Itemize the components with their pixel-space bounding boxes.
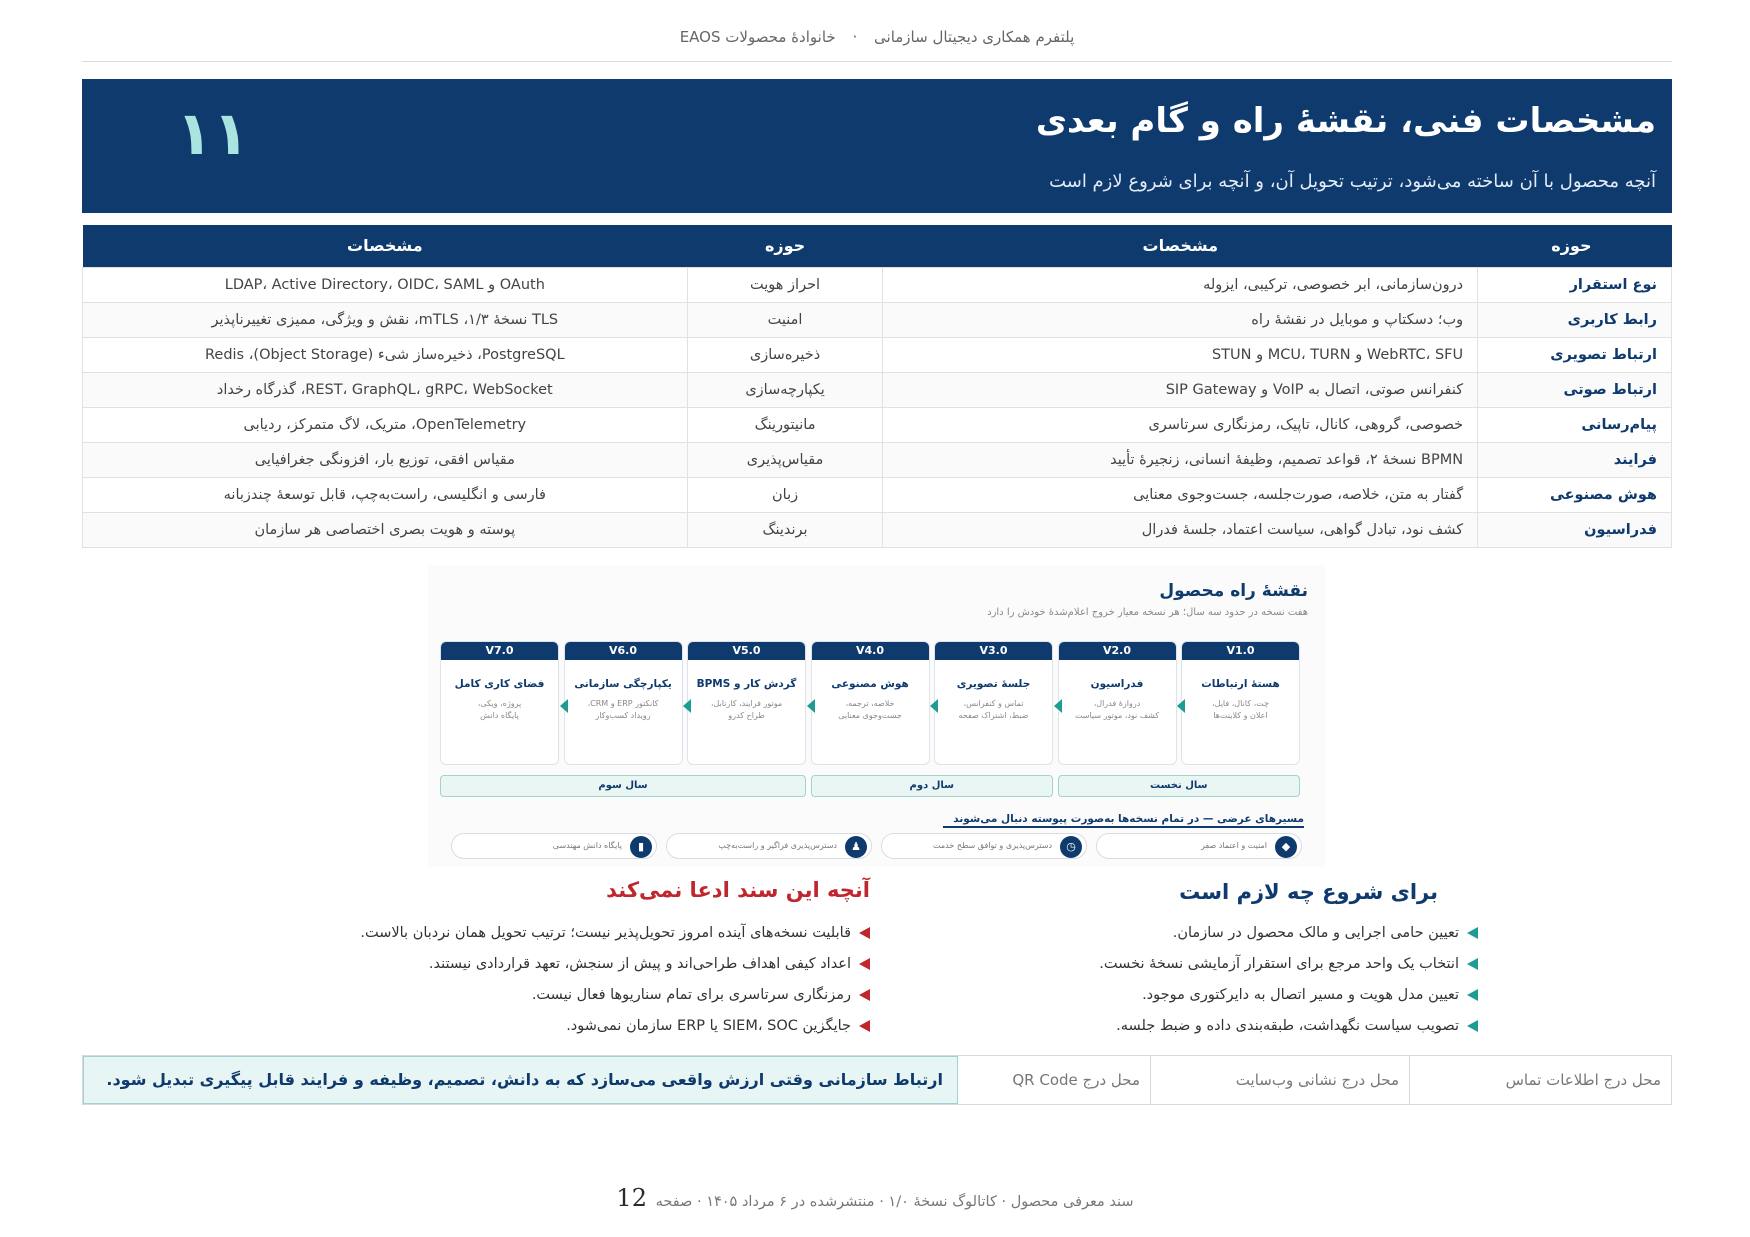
list-item — [1099, 1011, 1478, 1042]
version-name: فضای کاری کامل — [454, 678, 545, 690]
roadmap-subtitle: هفت نسخه در حدود سه سال؛ هر نسخه معیار خروج اعلام‌شدهٔ خودش را دارد — [987, 607, 1308, 618]
track-label: امنیت و اعتماد صفر — [1201, 841, 1267, 850]
row-spec: کنفرانس صوتی، اتصال به VoIP و SIP Gateway — [883, 372, 1478, 407]
row-area: ارتباط صوتی — [1478, 372, 1672, 407]
version-desc-line: تماس و کنفرانس، — [963, 699, 1024, 708]
flow-arrow-icon — [807, 699, 815, 713]
row-spec: خصوصی، گروهی، کانال، تاپیک، رمزنگاری سرتاسری — [883, 407, 1478, 442]
footer-catalog: کاتالوگ نسخهٔ ۱/۰ — [888, 1194, 997, 1210]
version-card — [1181, 641, 1300, 765]
track-icon: ▮ — [630, 836, 652, 858]
contact-row — [82, 1055, 1672, 1105]
cross-track — [881, 833, 1087, 859]
table-row — [83, 512, 1672, 547]
list-item-text: تعیین حامی اجرایی و مالک محصول در سازمان. — [1172, 925, 1459, 941]
year-band: سال سوم — [440, 775, 806, 797]
version-tag: V5.0 — [688, 642, 805, 660]
version-desc-line: ضبط، اشتراک صفحه — [958, 711, 1029, 720]
version-name: جلسهٔ تصویری — [956, 678, 1031, 690]
cross-track — [451, 833, 657, 859]
tagline: ارتباط سازمانی وقتی ارزش واقعی می‌سازد که به دانش، تصمیم، وظیفه و فرایند قابل پیگیری تبدیل شود. — [83, 1056, 958, 1104]
year-band: سال نخست — [1058, 775, 1301, 797]
list-item-text: رمزنگاری سرتاسری برای تمام سناریوها فعال نیست. — [531, 987, 851, 1003]
track-icon: ◆ — [1275, 836, 1297, 858]
footer-sep-3: · — [696, 1194, 702, 1210]
version-tag: V4.0 — [812, 642, 929, 660]
row-area-2: مقیاس‌پذیری — [687, 442, 883, 477]
list-item-text: قابلیت نسخه‌های آینده امروز تحویل‌پذیر نیست؛ ترتیب تحویل همان نردبان بالاست. — [360, 925, 851, 941]
row-area: نوع استقرار — [1478, 267, 1672, 302]
version-desc — [812, 698, 929, 722]
version-tag: V6.0 — [565, 642, 682, 660]
row-spec-2: PostgreSQL، ذخیره‌ساز شیء (Object Storage)، Redis — [83, 337, 688, 372]
track-icon: ◷ — [1060, 836, 1082, 858]
version-tag: V1.0 — [1182, 642, 1299, 660]
year-band: سال دوم — [811, 775, 1054, 797]
version-desc-line: پروژه، ویکی، — [477, 699, 522, 708]
col-header-spec-2: مشخصات — [83, 225, 688, 267]
row-area-2: امنیت — [687, 302, 883, 337]
flow-arrow-icon — [1177, 699, 1185, 713]
page-subtitle: آنچه محصول با آن ساخته می‌شود، ترتیب تحویل آن، و آنچه برای شروع لازم است — [1049, 171, 1656, 192]
table-row — [83, 442, 1672, 477]
row-spec: BPMN نسخهٔ ۲، قواعد تصمیم، وظیفهٔ انسانی، زنجیرهٔ تأیید — [883, 442, 1478, 477]
footer-sep-2: · — [879, 1194, 884, 1210]
version-name: یکپارچگی سازمانی — [574, 678, 672, 690]
version-desc-line: کانکتور ERP و CRM، — [587, 699, 659, 708]
row-area: فرایند — [1478, 442, 1672, 477]
header-family: خانوادهٔ محصولات EAOS — [679, 28, 836, 46]
version-name: هستهٔ ارتباطات — [1201, 678, 1280, 690]
track-label: دسترس‌پذیری فراگیر و راست‌به‌چپ — [718, 841, 837, 850]
version-desc-line: طراح کدرو — [728, 711, 765, 720]
version-name: گردش کار و BPMS — [696, 678, 797, 690]
flow-arrow-icon — [930, 699, 938, 713]
row-area: هوش مصنوعی — [1478, 477, 1672, 512]
version-desc — [441, 698, 558, 722]
version-name: هوش مصنوعی — [831, 678, 909, 690]
flow-arrow-icon — [560, 699, 568, 713]
col-header-spec: مشخصات — [883, 225, 1478, 267]
version-desc-line: رویداد کسب‌وکار — [595, 711, 651, 720]
row-spec-2: OAuth و LDAP، Active Directory، OIDC، SAML — [83, 267, 688, 302]
table-row — [83, 477, 1672, 512]
track-icon: ♟ — [845, 836, 867, 858]
roadmap-years — [442, 775, 1300, 797]
row-spec: کشف نود، تبادل گواهی، سیاست اعتماد، جلسهٔ فدرال — [883, 512, 1478, 547]
version-desc — [1059, 698, 1176, 722]
table-row — [83, 407, 1672, 442]
website-placeholder: محل درج نشانی وب‌سایت — [1150, 1056, 1409, 1104]
version-card — [687, 641, 806, 765]
row-area-2: یکپارچه‌سازی — [687, 372, 883, 407]
version-tag: V7.0 — [441, 642, 558, 660]
row-spec-2: TLS نسخهٔ ۱/۳، mTLS، نقش و ویژگی، ممیزی تغییرناپذیر — [83, 302, 688, 337]
col-header-area-2: حوزه — [687, 225, 883, 267]
row-area: پیام‌رسانی — [1478, 407, 1672, 442]
table-row — [83, 267, 1672, 302]
row-spec: درون‌سازمانی، ابر خصوصی، ترکیبی، ایزوله — [883, 267, 1478, 302]
list-item — [360, 949, 870, 980]
version-tag: V3.0 — [935, 642, 1052, 660]
list-item-text: اعداد کیفی اهداف طراحی‌اند و پیش از سنجش، تعهد قراردادی نیستند. — [428, 956, 851, 972]
row-spec-2: REST، GraphQL، gRPC، WebSocket، گذرگاه رخداد — [83, 372, 688, 407]
header-platform: پلتفرم همکاری دیجیتال سازمانی — [874, 28, 1075, 46]
footer-sep-1: · — [1001, 1194, 1007, 1210]
row-area-2: ذخیره‌سازی — [687, 337, 883, 372]
row-area-2: برندینگ — [687, 512, 883, 547]
version-desc-line: چت، کانال، فایل، — [1212, 699, 1269, 708]
row-area: فدراسیون — [1478, 512, 1672, 547]
list-item — [360, 1011, 870, 1042]
page-footer — [0, 1184, 1750, 1212]
version-card — [1058, 641, 1177, 765]
flow-arrow-icon — [1054, 699, 1062, 713]
version-desc — [688, 698, 805, 722]
version-desc-line: موتور فرایند، کارتابل، — [710, 699, 783, 708]
track-label: پایگاه دانش مهندسی — [552, 841, 622, 850]
table-row — [83, 372, 1672, 407]
footer-published: منتشرشده در ۶ مرداد ۱۴۰۵ — [706, 1194, 875, 1210]
version-desc-line: پایگاه دانش — [480, 711, 519, 720]
version-desc-line: خلاصه، ترجمه، — [845, 699, 895, 708]
flow-arrow-icon — [683, 699, 691, 713]
page-title: مشخصات فنی، نقشهٔ راه و گام بعدی — [1035, 101, 1656, 141]
bullet-triangle-icon — [1467, 1020, 1478, 1032]
list-item — [1099, 918, 1478, 949]
qr-placeholder: محل درج QR Code — [956, 1056, 1150, 1104]
version-desc-line: کشف نود، موتور سیاست — [1074, 711, 1160, 720]
row-area-2: مانیتورینگ — [687, 407, 883, 442]
chapter-number: ۱۱ — [176, 99, 250, 169]
bullet-triangle-icon — [859, 958, 870, 970]
non-claims-title: آنچه این سند ادعا نمی‌کند — [606, 878, 870, 902]
version-desc — [935, 698, 1052, 722]
running-header — [82, 28, 1672, 62]
version-card — [934, 641, 1053, 765]
contact-placeholder: محل درج اطلاعات تماس — [1409, 1056, 1671, 1104]
version-desc-line: اعلان و کلاینت‌ها — [1213, 711, 1268, 720]
row-spec-2: مقیاس افقی، توزیع بار، افزونگی جغرافیایی — [83, 442, 688, 477]
list-item-text: تصویب سیاست نگهداشت، طبقه‌بندی داده و ضبط جلسه. — [1116, 1018, 1459, 1034]
row-spec: WebRTC، SFU و MCU، TURN و STUN — [883, 337, 1478, 372]
non-claims-list — [360, 918, 870, 1042]
version-desc-line: جست‌وجوی معنایی — [838, 711, 902, 720]
requirements-title: برای شروع چه لازم است — [1179, 880, 1438, 904]
spec-table — [82, 225, 1672, 548]
row-spec-2: فارسی و انگلیسی، راست‌به‌چپ، قابل توسعهٔ چندزبانه — [83, 477, 688, 512]
list-item-text: جایگزین SIEM، SOC یا ERP سازمان نمی‌شود. — [566, 1018, 851, 1034]
row-spec: گفتار به متن، خلاصه، صورت‌جلسه، جست‌وجوی معنایی — [883, 477, 1478, 512]
footer-doc: سند معرفی محصول — [1010, 1194, 1134, 1210]
cross-track — [666, 833, 872, 859]
page-number: 12 — [616, 1184, 647, 1212]
roadmap-tracks — [452, 833, 1302, 859]
requirements-list — [1099, 918, 1478, 1042]
section-banner — [82, 79, 1672, 213]
col-header-area: حوزه — [1478, 225, 1672, 267]
roadmap-title: نقشهٔ راه محصول — [1159, 581, 1308, 601]
bullet-triangle-icon — [1467, 989, 1478, 1001]
bullet-triangle-icon — [859, 1020, 870, 1032]
row-area: ارتباط تصویری — [1478, 337, 1672, 372]
bullet-triangle-icon — [1467, 958, 1478, 970]
bullet-triangle-icon — [859, 989, 870, 1001]
list-item-text: تعیین مدل هویت و مسیر اتصال به دایرکتوری موجود. — [1142, 987, 1459, 1003]
version-tag: V2.0 — [1059, 642, 1176, 660]
cross-track — [1096, 833, 1302, 859]
list-item — [1099, 949, 1478, 980]
row-area-2: زبان — [687, 477, 883, 512]
list-item-text: انتخاب یک واحد مرجع برای استقرار آزمایشی نسخهٔ نخست. — [1099, 956, 1459, 972]
table-row — [83, 337, 1672, 372]
row-spec: وب؛ دسکتاپ و موبایل در نقشهٔ راه — [883, 302, 1478, 337]
version-card — [811, 641, 930, 765]
list-item — [360, 918, 870, 949]
version-name: فدراسیون — [1090, 678, 1144, 690]
roadmap-versions — [442, 641, 1300, 765]
bullet-triangle-icon — [1467, 927, 1478, 939]
list-item — [1099, 980, 1478, 1011]
footer-page-label: صفحه — [655, 1194, 693, 1210]
track-label: دسترس‌پذیری و توافق سطح خدمت — [932, 841, 1052, 850]
version-card — [564, 641, 683, 765]
version-desc — [1182, 698, 1299, 722]
table-header-row — [83, 225, 1672, 267]
table-row — [83, 302, 1672, 337]
list-item — [360, 980, 870, 1011]
row-area: رابط کاربری — [1478, 302, 1672, 337]
row-spec-2: OpenTelemetry، متریک، لاگ متمرکز، ردیابی — [83, 407, 688, 442]
version-desc-line: دروازهٔ فدرال، — [1093, 699, 1141, 708]
roadmap-cross-title: مسیرهای عرضی — در تمام نسخه‌ها به‌صورت پیوسته دنبال می‌شوند — [953, 813, 1304, 825]
version-card — [440, 641, 559, 765]
row-area-2: احراز هویت — [687, 267, 883, 302]
header-separator: · — [852, 28, 858, 46]
bullet-triangle-icon — [859, 927, 870, 939]
version-desc — [565, 698, 682, 722]
roadmap-figure — [428, 565, 1326, 867]
row-spec-2: پوسته و هویت بصری اختصاصی هر سازمان — [83, 512, 688, 547]
